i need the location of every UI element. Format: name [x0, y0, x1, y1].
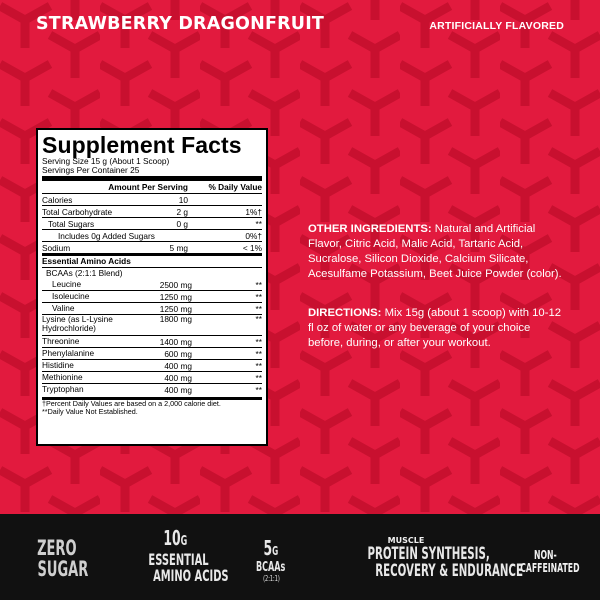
amino-amount: 600 mg [164, 348, 192, 359]
protein-synthesis-label: PROTEIN SYNTHESIS, [367, 544, 490, 563]
bcaa-badge [245, 538, 297, 583]
other-ingredients [308, 222, 568, 282]
directions [308, 306, 568, 351]
amino-amount: 1250 mg [159, 291, 192, 302]
daily-value-header: % Daily Value [208, 182, 262, 193]
amino-label: Histidine [42, 360, 74, 371]
amino-label: Lysine (as L-Lysine Hydrochloride) [42, 314, 113, 334]
bcaa-unit: G [272, 544, 279, 558]
bcaa-ratio: (2:1:1) [262, 574, 280, 583]
directions-label: DIRECTIONS: [308, 307, 382, 319]
nutrient-label: Includes 0g Added Sugars [58, 230, 155, 241]
amino-row-leucine [42, 279, 262, 291]
nutrient-dv: 0%† [245, 230, 262, 241]
directions-text: Mix 15g (about 1 scoop) with 10-12 fl oz of water or any beverage of your choice before, during, or after your workout. [308, 307, 562, 349]
amino-amount: 2500 mg [159, 279, 192, 290]
nutrient-label: Calories [42, 194, 73, 205]
benefits-bar [0, 514, 600, 600]
amino-amount: 1400 mg [159, 336, 192, 347]
amino-dv: ** [255, 372, 262, 383]
amino-amount: 400 mg [164, 372, 192, 383]
amino-row-methionine [42, 372, 262, 384]
nutrient-label: Total Sugars [48, 218, 95, 229]
amino-label: Leucine [52, 279, 82, 290]
essential-amino-acids-badge [130, 526, 229, 585]
amino-acids-label: AMINO ACIDS [153, 566, 229, 585]
nutrient-dv: < 1% [242, 242, 262, 253]
essential-label: ESSENTIAL [148, 550, 209, 569]
amino-row-threonine [42, 336, 262, 348]
non-label: NON- [533, 547, 557, 562]
nutrient-row-calories [42, 194, 262, 206]
eaa-unit: G [180, 534, 187, 549]
amino-dv: ** [255, 360, 262, 371]
amino-label: Valine [52, 303, 75, 314]
amount-per-serving-header: Amount Per Serving [108, 182, 188, 193]
nutrient-amount: 0 g [176, 218, 188, 229]
amino-row-histidine [42, 360, 262, 372]
amino-dv: ** [255, 314, 262, 325]
nutrient-dv: 1%† [245, 206, 262, 217]
zero-label: ZERO [37, 536, 77, 560]
amino-label: Phenylalanine [42, 348, 95, 359]
zero-sugar-badge [22, 538, 92, 580]
amino-label: Methionine [42, 372, 83, 383]
amino-dv: ** [255, 303, 262, 314]
other-ingredients-text: Natural and Artificial Flavor, Citric Acid, Malic Acid, Tartaric Acid, Sucralose, Silicon Dioxide, Calcium Silicate, Acesulfame Potassium, Beet Juice Powder (color). [308, 223, 562, 280]
eaa-amount: 10 [163, 526, 181, 550]
amino-dv: ** [255, 291, 262, 302]
non-caffeinated-badge [502, 548, 588, 574]
nutrient-row-sodium [42, 242, 262, 253]
nutrient-label: Total Carbohydrate [42, 206, 113, 217]
bcaa-amount: 5 [263, 536, 273, 560]
supplement-facts-panel [36, 128, 268, 446]
amino-row-phenylalanine [42, 348, 262, 360]
footnote-daily-value: †Percent Daily Values are based on a 2,000 calorie diet. [42, 399, 221, 409]
nutrient-row-carbohydrate [42, 206, 262, 218]
muscle-benefits-badge [330, 536, 523, 580]
other-ingredients-label: OTHER INGREDIENTS: [308, 223, 432, 235]
amino-dv: ** [255, 336, 262, 347]
nutrient-amount: 5 mg [169, 242, 188, 253]
muscle-label: MUSCLE [387, 536, 425, 545]
amino-row-isoleucine [42, 291, 262, 303]
nutrient-amount: 2 g [176, 206, 188, 217]
servings-per-container: Servings Per Container 25 [42, 164, 140, 175]
footnote-not-established: **Daily Value Not Established. [42, 407, 138, 417]
flavor-name: STRAWBERRY DRAGONFRUIT [36, 14, 325, 34]
caffeinated-label: CAFFEINATED [520, 560, 580, 575]
amino-dv: ** [255, 348, 262, 359]
recovery-endurance-label: RECOVERY & ENDURANCE [375, 561, 523, 580]
amino-row-tryptophan [42, 384, 262, 395]
serving-size: Serving Size 15 g (About 1 Scoop) [42, 156, 170, 166]
amino-amount: 400 mg [164, 384, 192, 395]
supplement-facts-title: Supplement Facts [42, 132, 242, 158]
nutrient-row-sugars [42, 218, 262, 230]
nutrient-amount: 10 [178, 194, 188, 205]
amino-label: Tryptophan [42, 384, 84, 395]
bcaa-label: BCAAs [256, 560, 286, 575]
nutrient-row-added-sugars [42, 230, 262, 242]
artificially-flavored-label: ARTIFICIALLY FLAVORED [429, 20, 564, 32]
amino-amount: 1800 mg [159, 314, 192, 325]
amino-dv: ** [255, 384, 262, 395]
amino-dv: ** [255, 279, 262, 290]
amino-label: Isoleucine [52, 291, 90, 302]
nutrient-dv: ** [255, 218, 262, 229]
bcaa-blend-label: BCAAs (2:1:1 Blend) [46, 268, 123, 279]
amino-row-lysine [42, 315, 262, 336]
nutrient-label: Sodium [42, 242, 71, 253]
sugar-label: SUGAR [37, 557, 89, 581]
amino-amount: 400 mg [164, 360, 192, 371]
amino-amount: 1250 mg [159, 303, 192, 314]
essential-amino-acids-title: Essential Amino Acids [42, 256, 262, 268]
facts-header-row [42, 181, 262, 194]
amino-label: Threonine [42, 336, 80, 347]
